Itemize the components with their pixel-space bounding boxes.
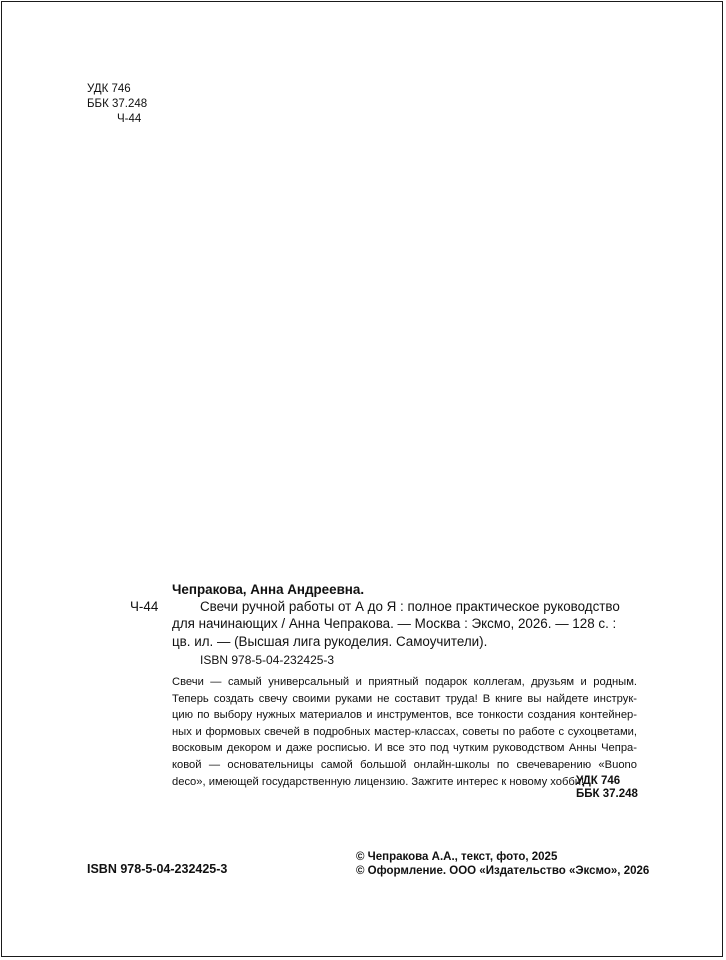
annotation-line: Теперь создать свечу своими руками не составит труда! В книге вы найдете инструк- xyxy=(172,692,637,705)
annotation xyxy=(172,674,637,790)
top-udk: УДК 746 xyxy=(87,83,131,95)
annotation-line: Свечи — самый универсальный и приятный подарок коллегам, друзьям и родным. xyxy=(172,676,637,688)
footer-isbn: ISBN 978-5-04-232425-3 xyxy=(87,862,228,876)
annotation-line: ных и формовых свечей в подробных мастер-классах, советы по работе с сухоцветами, xyxy=(172,725,637,738)
annotation-line: цию по выбору нужных материалов и инструментов, все тонкости создания контейнер- xyxy=(172,709,637,722)
annotation-line: deco», имеющей государственную лицензию. Зажгите интерес к новому хобби! xyxy=(172,775,585,788)
top-author-mark: Ч-44 xyxy=(117,113,142,125)
copyright-text: © Чепракова А.А., текст, фото, 2025 xyxy=(356,851,558,863)
catalog-line: Свечи ручной работы от А до Я : полное практическое руководство xyxy=(200,599,620,614)
author-heading: Чепракова, Анна Андреевна. xyxy=(172,582,365,597)
top-bbk: ББК 37.248 xyxy=(87,98,148,110)
entry-author-mark: Ч-44 xyxy=(130,599,159,614)
page-border xyxy=(1,1,723,957)
bottom-bbk: ББК 37.248 xyxy=(576,788,638,800)
catalog-line: для начинающих / Анна Чепракова. — Москва : Эксмо, 2026. — 128 с. : xyxy=(172,616,617,632)
catalog-line: цв. ил. — (Высшая лига рукоделия. Самоучители). xyxy=(172,633,488,649)
entry-isbn: ISBN 978-5-04-232425-3 xyxy=(200,653,335,667)
annotation-line: восковым декором и даже росписью. И все это под чутким руководством Анны Чепра- xyxy=(172,742,637,755)
catalog-description xyxy=(172,598,640,650)
copyright-design: © Оформление. ООО «Издательство «Эксмо», 2026 xyxy=(356,865,650,877)
annotation-line: ковой — основательницы самой большой онлайн-школы по свечеварению «Buono xyxy=(172,758,637,771)
bottom-udk: УДК 746 xyxy=(576,775,621,787)
